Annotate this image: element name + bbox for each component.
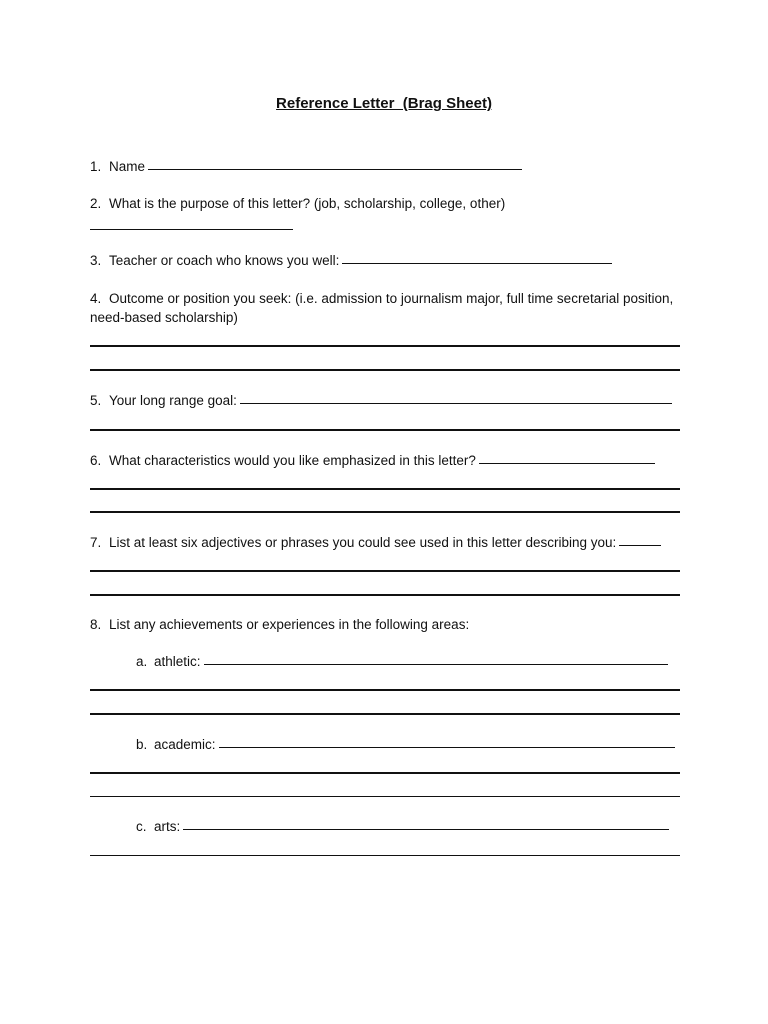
- area-letter: c.: [136, 819, 147, 834]
- characteristics-answer-line[interactable]: [479, 462, 655, 464]
- teacher-answer-line[interactable]: [342, 262, 612, 264]
- question-5: [90, 391, 672, 410]
- athletic-answer-line-3[interactable]: [90, 713, 680, 715]
- characteristics-answer-line-2[interactable]: [90, 488, 680, 490]
- area-letter: a.: [136, 654, 148, 669]
- question-text: Your long range goal:: [109, 393, 237, 408]
- question-text: What characteristics would you like emphasized in this letter?: [109, 453, 476, 468]
- question-text: Teacher or coach who knows you well:: [109, 253, 340, 268]
- question-6: [90, 451, 655, 470]
- question-text: Outcome or position you seek: (i.e. admission to journalism major, full time secretarial position, need-based scholarship): [90, 291, 674, 325]
- adjectives-answer-line-3[interactable]: [90, 594, 680, 596]
- academic-answer-line[interactable]: [219, 746, 675, 748]
- question-number: 5.: [90, 393, 102, 408]
- area-label: academic:: [154, 737, 216, 752]
- page-title: Reference Letter (Brag Sheet): [276, 95, 492, 112]
- goal-answer-line-2[interactable]: [90, 429, 680, 431]
- question-number: 3.: [90, 253, 102, 268]
- question-number: 2.: [90, 196, 102, 211]
- adjectives-answer-line[interactable]: [619, 544, 661, 546]
- academic-answer-line-3[interactable]: [90, 796, 680, 797]
- name-answer-line[interactable]: [148, 168, 522, 170]
- area-athletic: [136, 652, 668, 671]
- academic-answer-line-2[interactable]: [90, 772, 680, 774]
- area-label: athletic:: [154, 654, 201, 669]
- question-7: [90, 533, 661, 552]
- characteristics-answer-line-3[interactable]: [90, 511, 680, 513]
- outcome-answer-line-1[interactable]: [90, 345, 680, 347]
- goal-answer-line[interactable]: [240, 402, 672, 404]
- area-label: arts:: [154, 819, 181, 834]
- question-number: 4.: [90, 291, 102, 306]
- question-number: 8.: [90, 617, 102, 632]
- area-academic: [136, 735, 675, 754]
- outcome-answer-line-2[interactable]: [90, 369, 680, 371]
- question-text: List at least six adjectives or phrases you could see used in this letter describing you:: [109, 535, 617, 550]
- question-8: [90, 615, 469, 634]
- question-number: 7.: [90, 535, 102, 550]
- athletic-answer-line-2[interactable]: [90, 689, 680, 691]
- arts-answer-line-2[interactable]: [90, 855, 680, 856]
- question-3: [90, 251, 612, 270]
- question-number: 1.: [90, 159, 102, 174]
- question-4: [90, 289, 680, 327]
- arts-answer-line[interactable]: [183, 828, 669, 830]
- question-text: What is the purpose of this letter? (job, scholarship, college, other): [109, 196, 506, 211]
- question-number: 6.: [90, 453, 102, 468]
- purpose-answer-line[interactable]: [90, 229, 293, 230]
- question-2: [90, 194, 505, 213]
- question-text: Name: [109, 159, 146, 174]
- question-1: [90, 157, 522, 176]
- athletic-answer-line[interactable]: [204, 663, 668, 665]
- area-arts: [136, 817, 669, 836]
- area-letter: b.: [136, 737, 148, 752]
- adjectives-answer-line-2[interactable]: [90, 570, 680, 572]
- question-text: List any achievements or experiences in the following areas:: [109, 617, 470, 632]
